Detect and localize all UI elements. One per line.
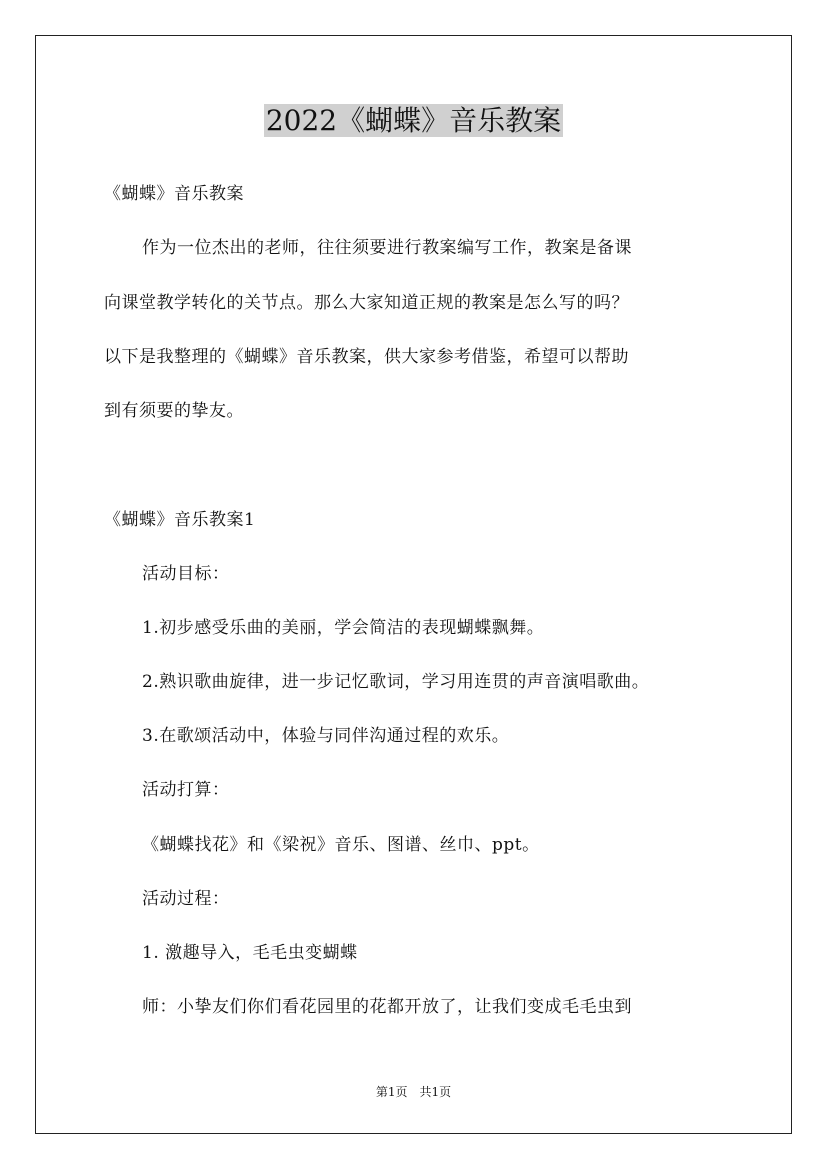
paragraph-line: 活动目标： xyxy=(142,564,230,584)
paragraph-line: 活动过程： xyxy=(142,889,230,909)
paragraph-line: 1.初步感受乐曲的美丽，学会简洁的表现蝴蝶飘舞。 xyxy=(142,618,545,638)
paragraph-line: 1. 激趣导入，毛毛虫变蝴蝶 xyxy=(142,943,358,963)
paragraph-line: 以下是我整理的《蝴蝶》音乐教案，供大家参考借鉴，希望可以帮助 xyxy=(104,347,629,367)
document-title-text: 2022《蝴蝶》音乐教案 xyxy=(265,104,562,137)
paragraph-line: 向课堂教学转化的关节点。那么大家知道正规的教案是怎么写的吗？ xyxy=(104,293,629,313)
page-number: 第1页 共1页 xyxy=(375,1085,452,1099)
document-title xyxy=(0,101,827,141)
paragraph-line: 3.在歌颂活动中，体验与同伴沟通过程的欢乐。 xyxy=(142,726,510,746)
paragraph-line: 到有须要的挚友。 xyxy=(104,401,244,421)
paragraph-line: 《蝴蝶找花》和《梁祝》音乐、图谱、丝巾、ppt。 xyxy=(142,835,540,855)
paragraph-line: 师：小挚友们你们看花园里的花都开放了，让我们变成毛毛虫到 xyxy=(142,997,632,1017)
section-heading: 《蝴蝶》音乐教案1 xyxy=(104,510,256,530)
section-heading: 《蝴蝶》音乐教案 xyxy=(104,184,244,204)
paragraph-line: 活动打算： xyxy=(142,780,230,800)
paragraph-line: 2.熟识歌曲旋律，进一步记忆歌词，学习用连贯的声音演唱歌曲。 xyxy=(142,672,650,692)
paragraph-line: 作为一位杰出的老师，往往须要进行教案编写工作，教案是备课 xyxy=(142,238,632,258)
